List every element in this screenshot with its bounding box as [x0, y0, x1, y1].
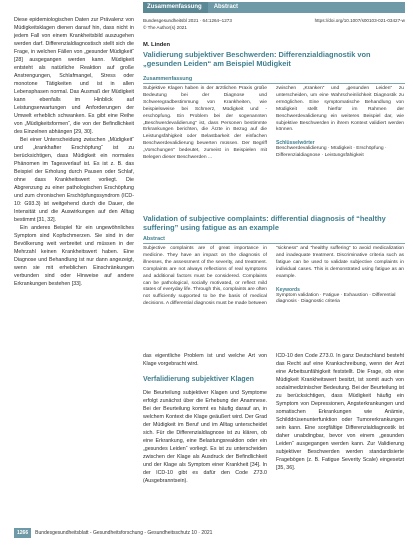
english-abstract-col1: Subjective complaints are of great importance in medicine. They have an impact on the diagnosis of illnesses, the assessment of the severity, and treatment. Complaints are not always reflections of real symptoms and additional factors must be considered. Complaints can be pathological, socially motivated, or reflect mild states of everyday life. Through this, complaints are often not sufficiently supported to be the basis of medical decisions. A differential diagnosis must be made between: [143, 246, 267, 307]
abstract-banner: [143, 2, 405, 13]
author-name: M. Linden: [143, 42, 171, 48]
paragraph: Ein anderes Beispiel für ein ungewöhnliches Symptom sind Kopfschmerzen. Sie sind in der Bevölkerung weit verbreitet und müssen in der Mehrzahl keinen Krankheitswert haben. Eine Diagnose und Behandlung ist nur dann angezeigt, wenn sie mit erheblichen Einschränkungen verbunden sind oder Hinweise auf andere Erkrankungen bestehen [33].: [14, 225, 134, 287]
page-number: 1266: [14, 528, 31, 538]
paragraph: das eigentliche Problem ist und welche Art von Klage vorgebracht wird.: [143, 353, 267, 367]
paragraph: Diese epidemiologischen Daten zur Prävalenz von Müdigkeitsklagen dienen darauf hin, dass nicht in jedem Fall von einem Krankheitsbild auszugehen werden darf. Differenzialdiagnostisch stellt sich die Frage, in welchen Fällen von „gesunder Müdigkeit“ [28] ausgegangen werden kann. Müdigkeit entsteht als natürliche Reaktion auf große Anstrengungen, Schlafmangel, Stress oder monotone Tätigkeiten und ist in allen Lebensphasen normal. Das Ausmaß der Müdigkeit kann ebenfalls im Hinblick auf Leistungserwartungen und Anforderungen der Umwelt erheblich schwanken. Es gibt eine Reihe von „Müdigkeitsformen“, die von der Befindlichkeit des Einzelnen abhängen [29, 30].: [14, 17, 134, 135]
german-title: Validierung subjektiver Beschwerden: Differenzialdiagnostik von „gesunden Leiden“ am Beispiel Müdigkeit: [143, 50, 371, 68]
journal-name: Bundesgesundheitsblatt - Gesundheitsforschung - Gesundheitsschutz 10 · 2021: [35, 530, 213, 536]
keywords-heading: Schlüsselwörter: [276, 140, 315, 147]
german-summary-heading-wrap: [143, 76, 192, 82]
english-title: Validation of subjective complaints: differential diagnosis of “healthy suffering” using fatigue as an example: [143, 214, 386, 232]
keywords-heading: Keywords: [276, 286, 300, 293]
left-column: [14, 16, 134, 288]
english-keywords: Symptom validation · Fatigue · Exhaustion · Differential diagnosis · Diagnostic criteria: [276, 292, 396, 305]
abstract-heading: Abstract: [143, 236, 165, 242]
page-footer: [14, 528, 404, 538]
abstract-heading-wrap: [143, 236, 165, 242]
doi-link[interactable]: https://doi.org/10.1007/s00103-021-03427-w: [314, 18, 405, 23]
paragraph: Die Beurteilung subjektiver Klagen und Symptome erfolgt zunächst über die Erhebung der Anamnese. Bei der Beurteilung kommt es häufig darauf an, in welchem Kontext die Klage geäußert wird. Der Grad der Müdigkeit im Beruf und im Alltag unterscheidet sich. Für die Differenzialdiagnose ist zu klären, ob eine Erkrankung, eine Belastungsreaktion oder ein „gesundes Leiden“ vorliegt. Es ist zu unterscheiden zwischen der Klage als Ausdruck der Befindlichkeit und der Klage als Symptom einer Krankheit [34]. In der ICD-10 gibt es dafür den Code Z73.0 (Ausgebranntsein).: [143, 389, 267, 484]
section-heading: Verfalidierung subjektiver Klagen: [143, 376, 254, 383]
english-abstract-col2-wrap: [276, 246, 404, 306]
german-keywords: Beschwerdevalidierung · Müdigkeit · Erschöpfung · Differenzialdiagnose · Leistungsfähigkeit: [276, 146, 387, 159]
middle-column: [143, 352, 267, 485]
paragraph: Bei einer Unterscheidung zwischen „Müdigkeit“ und „krankhafter Erschöpfung“ ist zu berücksichtigen, dass Müdigkeit ein normales Phänomen im Tagesverlauf ist. Es ist z. B. das Beispiel der Erholung durch Pausen oder Schlaf, ohne dass Krankheitswert vorliegt. Die Abgrenzung zu einer pathologischen Erschöpfung und zum chronischen Erschöpfungssyndrom (ICD-10: G93.3) ist weitgehend durch die Dauer, die Intensität und die Auswirkungen auf den Alltag bestimmt [31, 32].: [14, 137, 134, 223]
german-summary-col2-wrap: [276, 86, 404, 160]
paragraph: ICD-10 den Code Z73.0. In ganz Deutschland besteht das Recht auf eine Krankschreibung, wenn der Arzt eine Arbeitsunfähigkeit feststellt. Die Frage, ob eine Müdigkeit Krankheitswert besitzt, ist somit auch von sozialmedizinischer Bedeutung. Bei der Beurteilung ist zu berücksichtigen, dass Müdigkeit häufig ein Symptom von Depressionen, Angsterkrankungen und somatischen Erkrankungen wie Anämie, Schilddrüsenunterfunktion oder Tumorerkrankungen sein kann. Eine sorgfältige Differenzialdiagnostik ist daher unabdingbar, bevor von einem „gesunden Leiden“ ausgegangen werden kann. Zur Validierung subjektiver Beschwerden werden standardisierte Fragebögen (z. B. Fatigue Severity Scale) eingesetzt [35, 36].: [276, 353, 404, 471]
german-summary-col1: Subjektive Klagen haben in der ärztlichen Praxis große Bedeutung bei der Diagnose und Schweregradbestimmung von Krankheiten, wie beispielsweise bei Schmerz, Müdigkeit und -erschöpfung. Ein Problem bei der sogenannten „Beschwerdevalidierung“ ist, dass Personen bestimmte Erkrankungen berichten, die Ärzte in Bezug auf die Leistungsfähigkeit oder Belastbarkeit der einfachen Beschwerdevalidierung bewerten müssen. Der Begriff „Vorschungen“ bedeutet, zumeist in Beispielen mit Belegen dieser Beschwerden ...: [143, 86, 267, 161]
divider: [143, 83, 405, 84]
divider: [143, 243, 405, 244]
german-summary-col2: zwischen „Kranken“ und „gesunden Leiden“ zu unterscheiden, um eine Wahrscheinlichkeit Diagnostik zu ermöglichen. Eine symptomatische Behandlung von Müdigkeit stellt hierfür im Rahmen der Beschwerdevalidierung ein weiteres Beispiel dar, wie subjektive Beschwerden in ihrem Kontext validiert werden können.: [276, 86, 404, 133]
banner-subsection: Abstract: [213, 4, 239, 10]
citation-line: Bundesgesundheitsbl 2021 · 64:1264–1273: [143, 18, 232, 23]
citation-meta: [143, 18, 405, 31]
banner-section: Zusammenfassung: [143, 2, 208, 13]
copyright-line: © The Author(s) 2021: [143, 24, 187, 30]
summary-heading: Zusammenfassung: [143, 76, 193, 82]
english-abstract-col2: “sickness” and “healthy suffering” to avoid medicalization and inadequate treatment. Discriminative criteria such as fatigue can be used to validate subjective complaints in individual cases. This is demonstrated using fatigue as an example.: [276, 246, 404, 279]
right-column: [276, 352, 404, 472]
